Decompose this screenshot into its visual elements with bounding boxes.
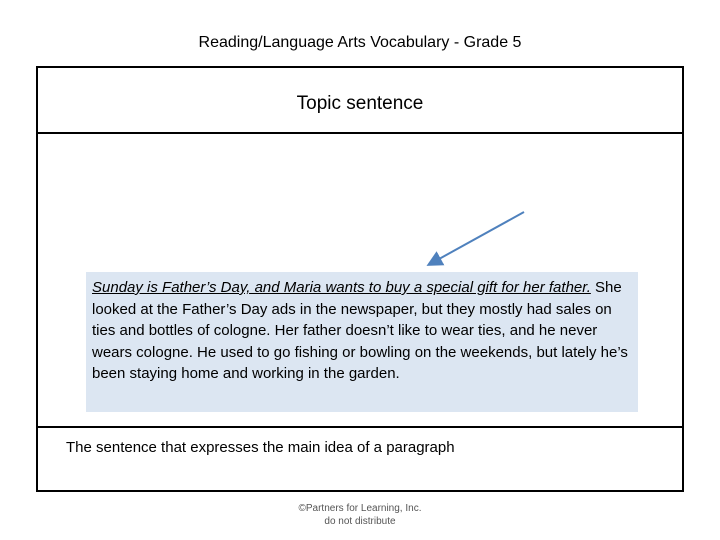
definition-text: The sentence that expresses the main idea of a paragraph [66, 439, 455, 456]
copyright-text: ©Partners for Learning, Inc. [298, 503, 422, 514]
distribution-notice: do not distribute [324, 516, 396, 527]
example-topic-sentence: Sunday is Father’s Day, and Maria wants to buy a special gift for her father. [92, 279, 591, 296]
term-box [38, 68, 682, 134]
example-body: She looked at the Father’s Day ads in the newspaper, but they mostly had sales on ties and bottles of cologne. Her father doesn’t like to wear ties, and he never wears cologne. He used to go fishing or bowling on the weekends, but lately he’s been staying home and working in the garden. [92, 279, 628, 382]
arrow-line [430, 212, 524, 264]
vocabulary-term: Topic sentence [296, 93, 424, 114]
example-paragraph [86, 272, 638, 412]
example-area [38, 134, 682, 428]
definition-box [38, 426, 682, 492]
page-header: Reading/Language Arts Vocabulary - Grade 5 [198, 34, 522, 51]
vocabulary-card [36, 66, 684, 492]
footer [0, 502, 720, 528]
